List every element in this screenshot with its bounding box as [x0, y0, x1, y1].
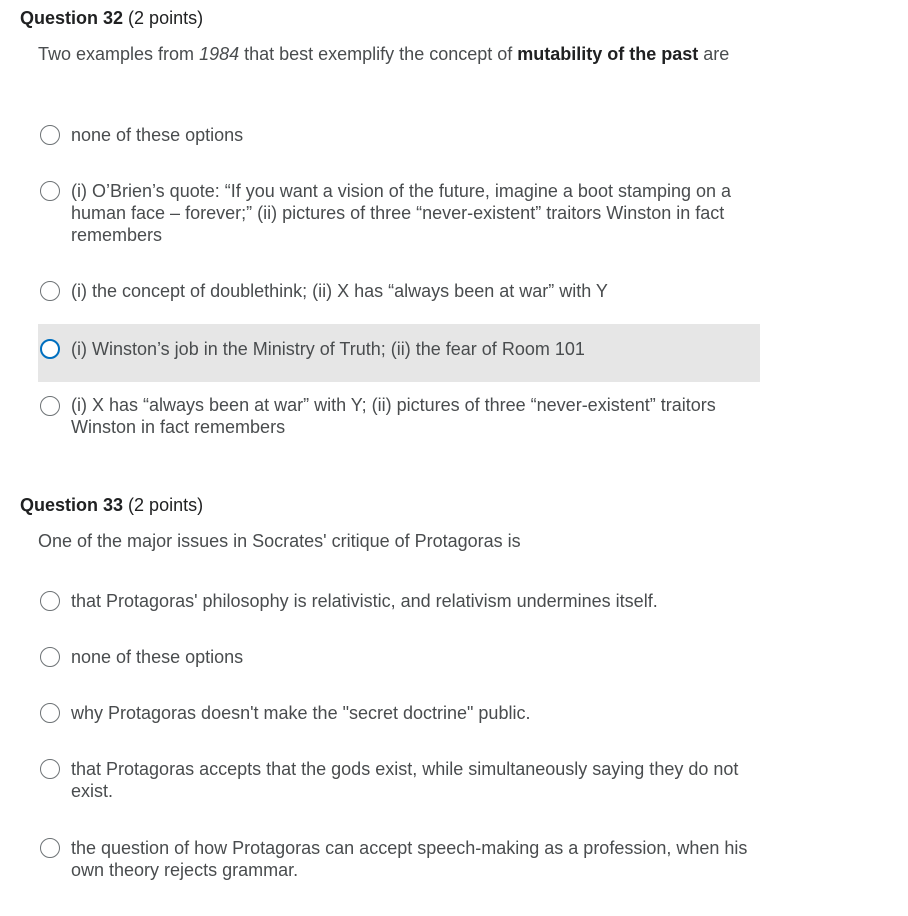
answer-option[interactable] [38, 826, 760, 894]
prompt-text: that best exemplify the concept of [239, 44, 518, 64]
answer-option[interactable] [38, 578, 760, 624]
option-label: (i) X has “always been at war” with Y; (ii) pictures of three “never-existent” traitors Winston in fact remembers [71, 395, 716, 437]
radio-button[interactable] [40, 838, 60, 858]
option-label: (i) O’Brien’s quote: “If you want a vision of the future, imagine a boot stamping on a human face – forever;” (ii) pictures of three “never-existent” traitors Winston in fact remembers [71, 181, 732, 245]
prompt-text: are [698, 44, 730, 64]
prompt-book-title: 1984 [199, 44, 240, 64]
radio-button[interactable] [40, 125, 60, 145]
answer-option-hovered[interactable] [38, 324, 760, 382]
option-label: none of these options [71, 125, 244, 145]
radio-button[interactable] [40, 339, 60, 359]
question-prompt: One of the major issues in Socrates' critique of Protagoras is [38, 531, 521, 551]
option-label: why Protagoras doesn't make the "secret doctrine" public. [71, 703, 531, 723]
radio-button[interactable] [40, 396, 60, 416]
question-points: (2 points) [128, 495, 204, 515]
answer-option[interactable] [38, 112, 760, 158]
question-33 [0, 470, 908, 916]
radio-button[interactable] [40, 647, 60, 667]
question-points: (2 points) [128, 8, 204, 28]
option-label: (i) the concept of doublethink; (ii) X has “always been at war” with Y [71, 281, 608, 301]
option-label: the question of how Protagoras can accept speech-making as a profession, when his own theory rejects grammar. [71, 838, 748, 880]
question-heading [20, 494, 203, 516]
answer-option[interactable] [38, 690, 760, 736]
answer-option[interactable] [38, 382, 760, 450]
radio-button[interactable] [40, 759, 60, 779]
radio-button[interactable] [40, 591, 60, 611]
question-prompt [38, 43, 758, 65]
question-number: Question 32 [20, 8, 124, 28]
answer-option[interactable] [38, 268, 760, 314]
option-label: none of these options [71, 647, 244, 667]
question-heading [20, 7, 203, 29]
answer-option[interactable] [38, 746, 760, 814]
prompt-emphasis: mutability of the past [517, 44, 699, 64]
option-label: that Protagoras accepts that the gods exist, while simultaneously saying they do not exist. [71, 759, 739, 801]
question-number: Question 33 [20, 495, 124, 515]
option-label: (i) Winston’s job in the Ministry of Truth; (ii) the fear of Room 101 [71, 339, 585, 359]
answer-option[interactable] [38, 168, 760, 258]
option-label: that Protagoras' philosophy is relativistic, and relativism undermines itself. [71, 591, 658, 611]
radio-button[interactable] [40, 281, 60, 301]
radio-button[interactable] [40, 703, 60, 723]
prompt-text: Two examples from [38, 44, 200, 64]
radio-button[interactable] [40, 181, 60, 201]
answer-option[interactable] [38, 634, 760, 680]
